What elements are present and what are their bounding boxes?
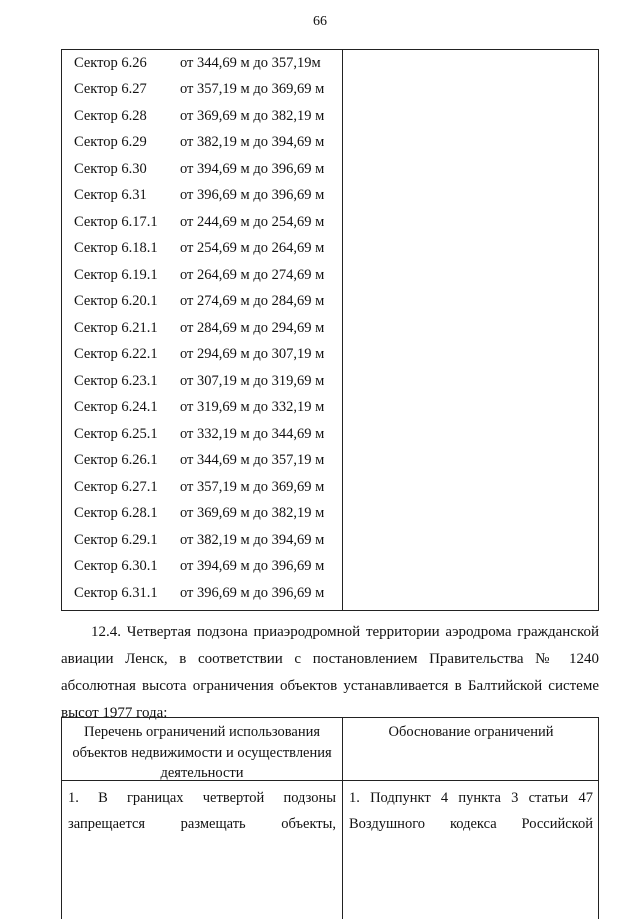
restriction-cell xyxy=(68,785,336,837)
sector-row xyxy=(62,342,342,369)
sector-row xyxy=(62,156,342,183)
restrictions-table xyxy=(61,717,599,919)
column-divider xyxy=(342,718,343,919)
sector-range: от 284,69 м до 294,69 м xyxy=(180,319,325,336)
sector-name: Сектор 6.29 xyxy=(74,134,147,151)
sector-name: Сектор 6.30.1 xyxy=(74,558,158,575)
sector-row xyxy=(62,183,342,210)
sector-name: Сектор 6.21.1 xyxy=(74,319,158,336)
sector-row xyxy=(62,236,342,263)
sector-name: Сектор 6.28.1 xyxy=(74,505,158,522)
sector-row xyxy=(62,474,342,501)
paragraph-line: 12.4. Четвертая подзона приаэродромной территории аэродрома гражданской xyxy=(91,624,599,640)
sector-table xyxy=(61,49,599,611)
sector-range: от 332,19 м до 344,69 м xyxy=(180,425,325,442)
sector-range: от 369,69 м до 382,19 м xyxy=(180,107,325,124)
sector-name: Сектор 6.22.1 xyxy=(74,346,158,363)
sector-name: Сектор 6.25.1 xyxy=(74,425,158,442)
sector-range: от 244,69 м до 254,69 м xyxy=(180,213,325,230)
sector-range: от 254,69 м до 264,69 м xyxy=(180,240,325,257)
sector-name: Сектор 6.19.1 xyxy=(74,266,158,283)
sector-row xyxy=(62,368,342,395)
paragraph-line: абсолютная высота ограничения объектов устанавливается в Балтийской системе xyxy=(61,678,599,694)
sector-range: от 396,69 м до 396,69 м xyxy=(180,187,325,204)
column-divider xyxy=(342,50,343,610)
header-restrictions-list xyxy=(66,722,338,784)
cell-text: запрещается размещать объекты, xyxy=(68,816,336,832)
sector-range: от 319,69 м до 332,19 м xyxy=(180,399,325,416)
sector-name: Сектор 6.23.1 xyxy=(74,372,158,389)
sector-name: Сектор 6.31.1 xyxy=(74,584,158,601)
sector-range: от 307,19 м до 319,69 м xyxy=(180,372,325,389)
sector-range: от 394,69 м до 396,69 м xyxy=(180,558,325,575)
sector-row xyxy=(62,527,342,554)
sector-range: от 382,19 м до 394,69 м xyxy=(180,134,325,151)
sector-range: от 369,69 м до 382,19 м xyxy=(180,505,325,522)
sector-row xyxy=(62,315,342,342)
sector-name: Сектор 6.24.1 xyxy=(74,399,158,416)
sector-name: Сектор 6.29.1 xyxy=(74,531,158,548)
sector-name: Сектор 6.26 xyxy=(74,54,147,71)
sector-row xyxy=(62,395,342,422)
sector-row xyxy=(62,448,342,475)
header-text: Перечень ограничений использования xyxy=(83,724,321,740)
justification-cell xyxy=(349,785,593,837)
sector-range: от 382,19 м до 394,69 м xyxy=(180,531,325,548)
sector-range: от 357,19 м до 369,69 м xyxy=(180,81,325,98)
paragraph-line: высот 1977 года: xyxy=(61,705,168,721)
cell-text: 1. Подпункт 4 пункта 3 статьи 47 xyxy=(349,790,593,806)
paragraph-line: авиации Ленск, в соответствии с постановлением Правительства № 1240 xyxy=(61,651,599,667)
sector-row xyxy=(62,262,342,289)
sector-row xyxy=(62,289,342,316)
sector-name: Сектор 6.30 xyxy=(74,160,147,177)
sector-rows xyxy=(62,50,342,607)
sector-row xyxy=(62,50,342,77)
sector-row xyxy=(62,209,342,236)
sector-range: от 396,69 м до 396,69 м xyxy=(180,584,325,601)
header-text: объектов недвижимости и осуществления xyxy=(72,744,332,761)
sector-row xyxy=(62,130,342,157)
page-number: 66 xyxy=(313,14,327,29)
cell-text: 1. В границах четвертой подзоны xyxy=(68,790,336,806)
sector-name: Сектор 6.27 xyxy=(74,81,147,98)
sector-name: Сектор 6.26.1 xyxy=(74,452,158,469)
sector-row xyxy=(62,501,342,528)
sector-row xyxy=(62,421,342,448)
sector-range: от 357,19 м до 369,69 м xyxy=(180,478,325,495)
cell-text: Воздушного кодекса Российской xyxy=(349,816,593,832)
sector-name: Сектор 6.18.1 xyxy=(74,240,158,257)
sector-row xyxy=(62,103,342,130)
sector-range: от 264,69 м до 274,69 м xyxy=(180,266,325,283)
sector-name: Сектор 6.27.1 xyxy=(74,478,158,495)
sector-range: от 394,69 м до 396,69 м xyxy=(180,160,325,177)
sector-range: от 294,69 м до 307,19 м xyxy=(180,346,325,363)
sector-row xyxy=(62,580,342,607)
section-paragraph xyxy=(61,619,599,727)
header-text: деятельности xyxy=(160,765,244,781)
sector-row xyxy=(62,77,342,104)
sector-range: от 344,69 м до 357,19м xyxy=(180,54,321,71)
sector-range: от 344,69 м до 357,19 м xyxy=(180,452,325,469)
sector-range: от 274,69 м до 284,69 м xyxy=(180,293,325,310)
sector-name: Сектор 6.31 xyxy=(74,187,147,204)
sector-name: Сектор 6.17.1 xyxy=(74,213,158,230)
sector-name: Сектор 6.28 xyxy=(74,107,147,124)
header-justification: Обоснование ограничений xyxy=(388,724,554,740)
sector-row xyxy=(62,554,342,581)
sector-name: Сектор 6.20.1 xyxy=(74,293,158,310)
